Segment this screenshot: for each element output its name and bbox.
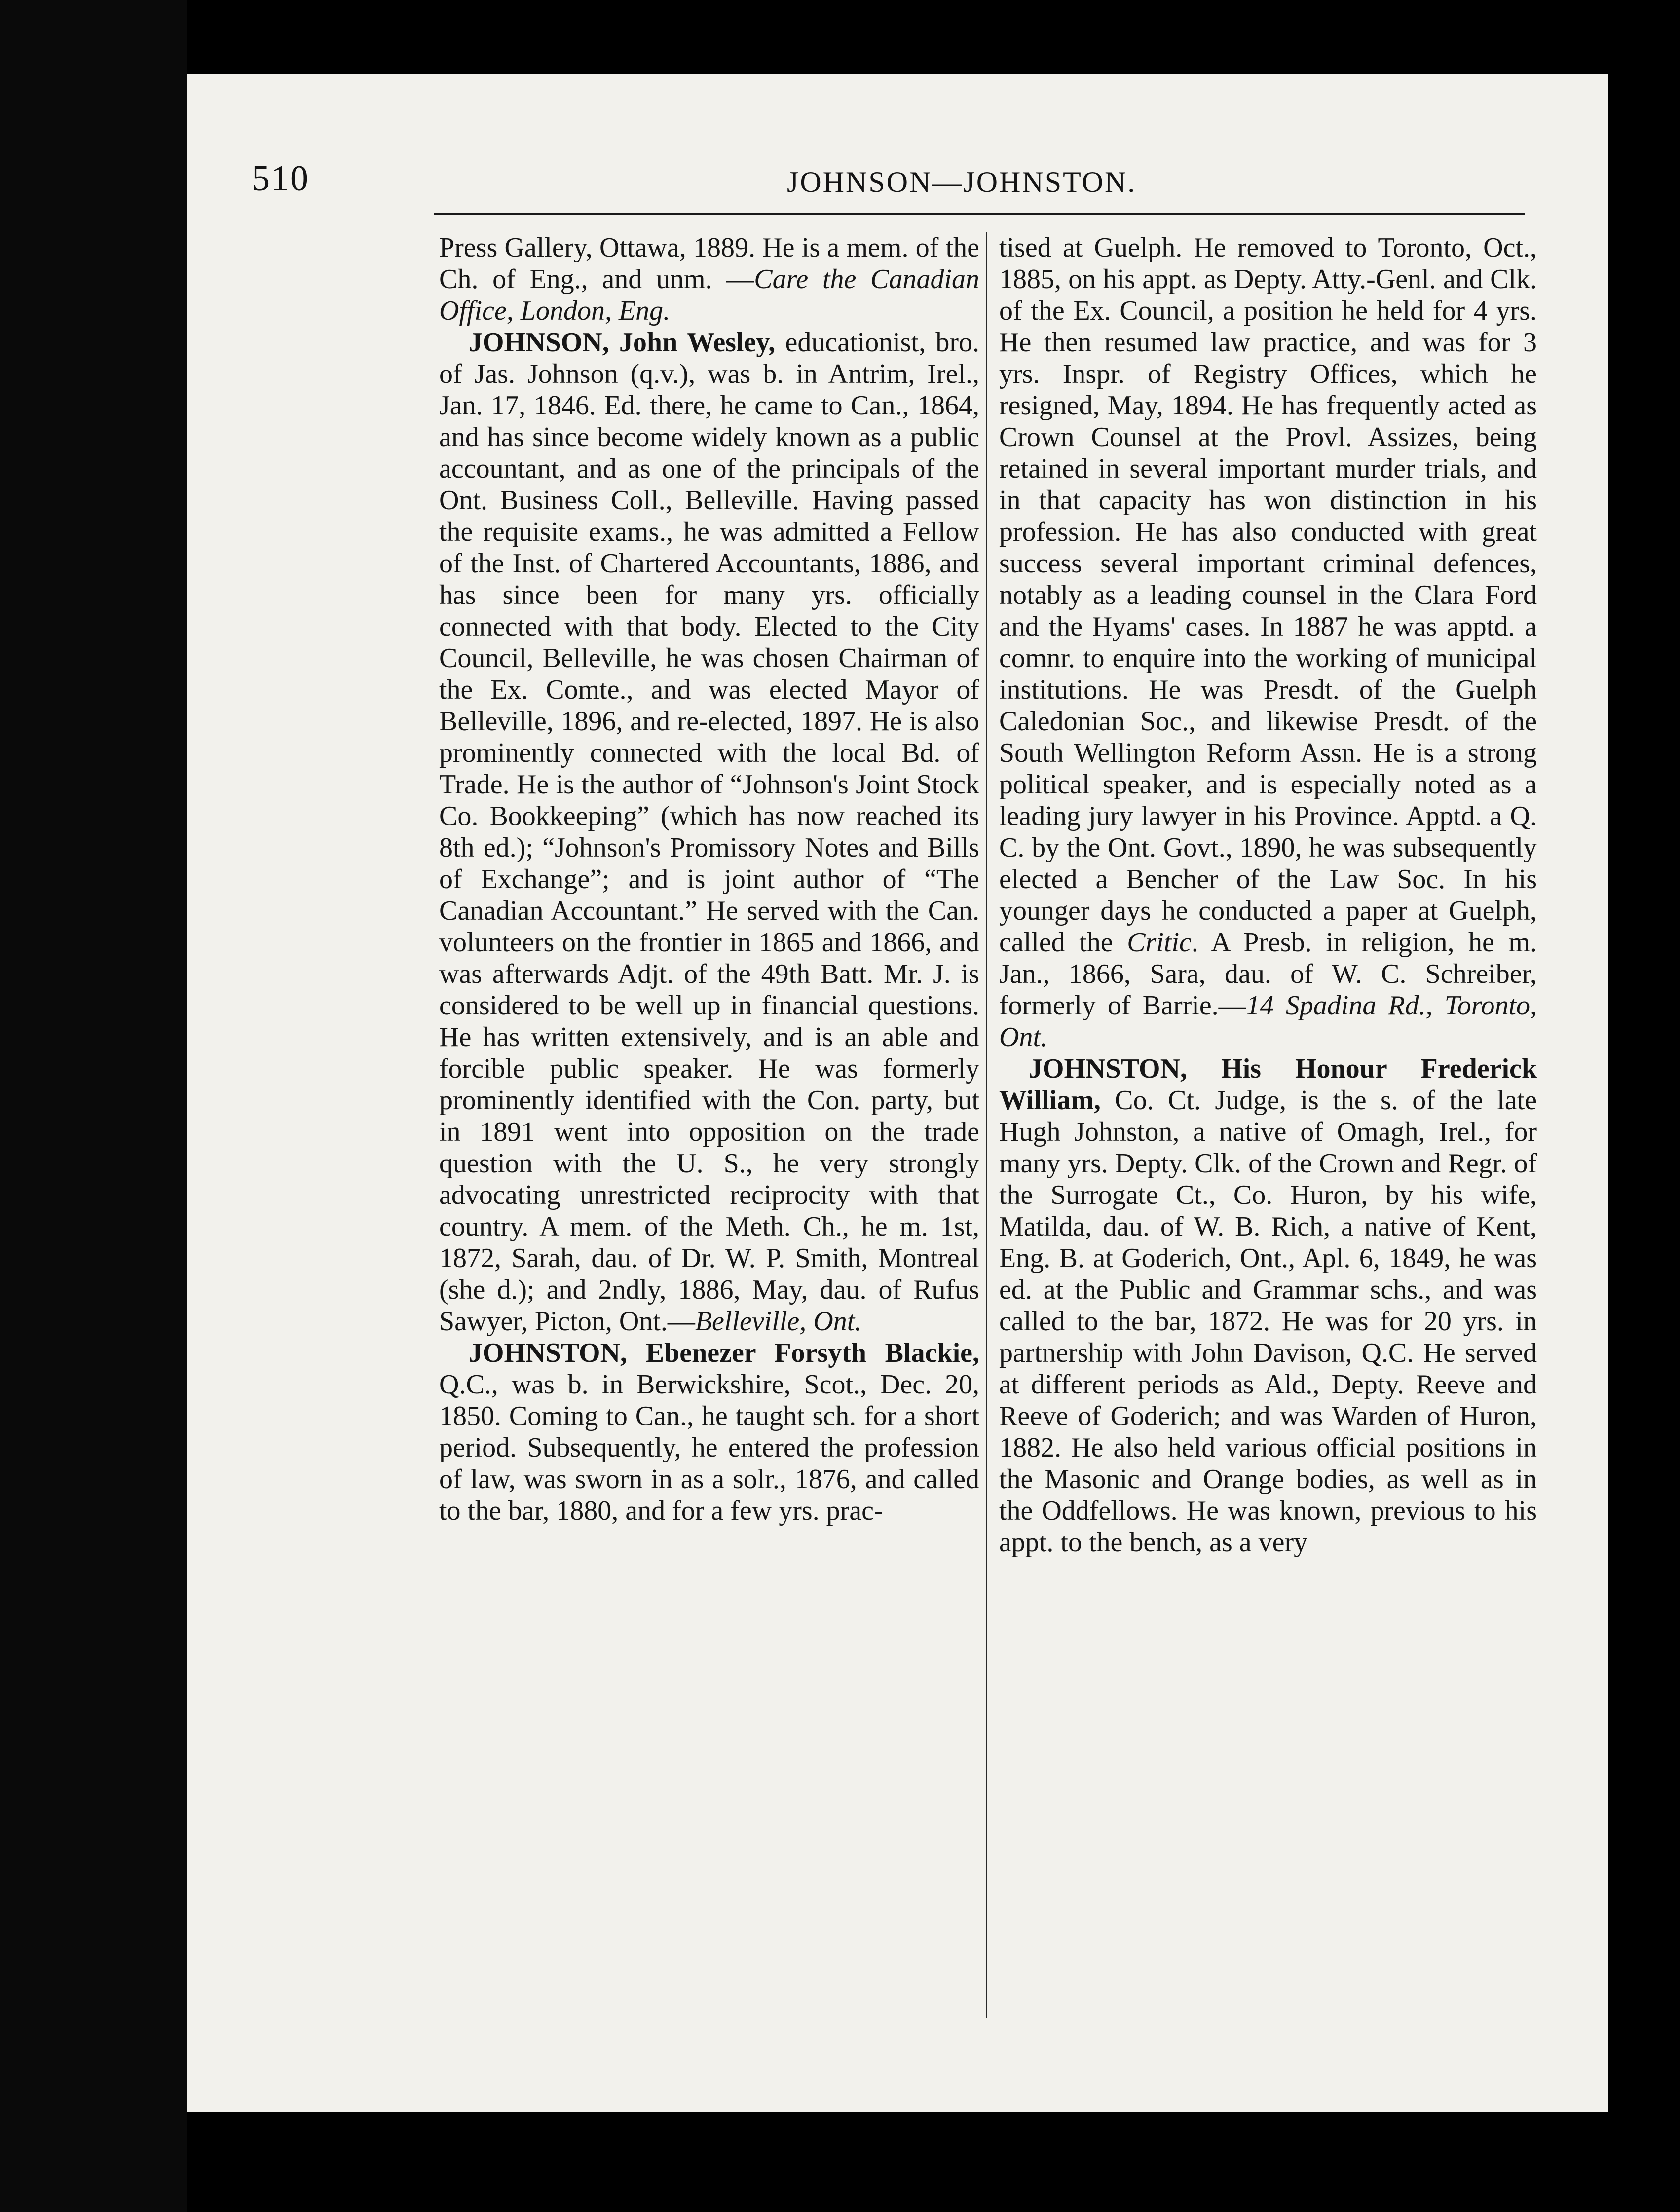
continued-entry bbox=[439, 232, 979, 327]
column-divider bbox=[986, 232, 987, 2018]
continued-address: Care the Canadian Office, London, Eng. bbox=[439, 264, 979, 326]
entry-text: educationist, bro. of Jas. Johnson (q.v.), was b. in Antrim, Irel., Jan. 17, 1846. Ed. there, he came to Can., 1864, and has since become widely known as a public accountant, and as one of the principals of the Ont. Business Coll., Belleville. Having passed the requisite exams., he was admitted a Fellow of the Inst. of Chartered Accountants, 1886, and has since been for many yrs. officially connected with that body. Elected to the City Council, Belleville, he was chosen Chairman of the Ex. Comte., and was elected Mayor of Belleville, 1896, and re-elected, 1897. He is also prominently connected with the local Bd. of Trade. He is the author of “Johnson's Joint Stock Co. Bookkeeping” (which has now reached its 8th ed.); “Johnson's Promissory Notes and Bills of Exchange”; and is joint author of “The Canadian Accountant.” He served with the Can. volunteers on the frontier in 1865 and 1866, and was afterwards Adjt. of the 49th Batt. Mr. J. is considered to be well up in financial questions. He has written extensively, and is an able and forcible public speaker. He was formerly prominently identified with the Con. party, but in 1891 went into opposition on the trade question with the U. S., he very strongly advocating unrestricted reciprocity with that country. A mem. of the Meth. Ch., he m. 1st, 1872, Sarah, dau. of Dr. W. P. Smith, Montreal (she d.); and 2ndly, 1886, May, dau. of Rufus Sawyer, Picton, Ont.— bbox=[439, 327, 979, 1337]
entry-text: Q.C., was b. in Berwickshire, Scot., Dec. 20, 1850. Coming to Can., he taught sch. for a short period. Subsequently, he entered the profession of law, was sworn in as a solr., 1876, and called to the bar, 1880, and for a few yrs. prac- bbox=[439, 1369, 979, 1526]
entry-name: JOHNSTON, Ebenezer Forsyth Blackie, bbox=[469, 1338, 979, 1368]
entry-address: Belleville, Ont. bbox=[695, 1306, 862, 1337]
entry-johnston-ebenezer bbox=[439, 1337, 979, 1527]
continued-address: 14 Spadina Rd., Toronto, Ont. bbox=[999, 990, 1537, 1052]
entry-name: JOHNSTON, His Honour Frederick William, bbox=[999, 1053, 1537, 1116]
newspaper-title: Critic bbox=[1127, 927, 1192, 958]
running-head: JOHNSON—JOHNSTON. bbox=[787, 166, 1137, 198]
continued-text: tised at Guelph. He removed to Toronto, Oct., 1885, on his appt. as Depty. Atty.-Genl. and Clk. of the Ex. Council, a position he held for 4 yrs. He then resumed law practice, and was for 3 yrs. Inspr. of Registry Offices, which he resigned, May, 1894. He has frequently acted as Crown Counsel at the Provl. Assizes, being retained in several important murder trials, and in that capacity has won distinction in his profession. He has also conducted with great success several important criminal defences, notably as a leading counsel in the Clara Ford and the Hyams' cases. In 1887 he was apptd. a comnr. to enquire into the working of municipal institutions. He was Presdt. of the Guelph Caledonian Soc., and likewise Presdt. of the South Wellington Reform Assn. He is a strong political speaker, and is especially noted as a leading jury lawyer in his Province. Apptd. a Q. C. by the Ont. Govt., 1890, he was subsequently elected a Bencher of the Law Soc. In his younger days he conducted a paper at Guelph, called the bbox=[999, 232, 1537, 958]
header-rule bbox=[434, 213, 1525, 215]
entry-text: Co. Ct. Judge, is the s. of the late Hugh Johnston, a native of Omagh, Irel., for many yrs. Depty. Clk. of the Crown and Regr. of the Surrogate Ct., Co. Huron, by his wife, Matilda, dau. of W. B. Rich, a native of Kent, Eng. B. at Goderich, Ont., Apl. 6, 1849, he was ed. at the Public and Grammar schs., and was called to the bar, 1872. He was for 20 yrs. in partnership with John Davison, Q.C. He served at different periods as Ald., Depty. Reeve and Reeve of Goderich; and was Warden of Huron, 1882. He also held various official positions in the Masonic and Orange bodies, as well as in the Oddfellows. He was known, previous to his appt. to the bench, as a very bbox=[999, 1085, 1537, 1558]
entry-johnston-frederick-william bbox=[999, 1053, 1537, 1558]
entry-name: JOHNSON, John Wesley, bbox=[469, 327, 776, 358]
continued-text: Press Gallery, Ottawa, 1889. He is a mem. of the Ch. of Eng., and unm. — bbox=[439, 232, 979, 295]
scan-left-margin bbox=[0, 0, 187, 2212]
page-number: 510 bbox=[252, 158, 309, 199]
left-column bbox=[439, 232, 979, 2028]
continued-text-2: . A Presb. in religion, he m. Jan., 1866, Sara, dau. of W. C. Schreiber, formerly of Barrie.— bbox=[999, 927, 1537, 1021]
right-column bbox=[999, 232, 1537, 2028]
entry-johnson-john-wesley bbox=[439, 327, 979, 1337]
continued-entry bbox=[999, 232, 1537, 1053]
